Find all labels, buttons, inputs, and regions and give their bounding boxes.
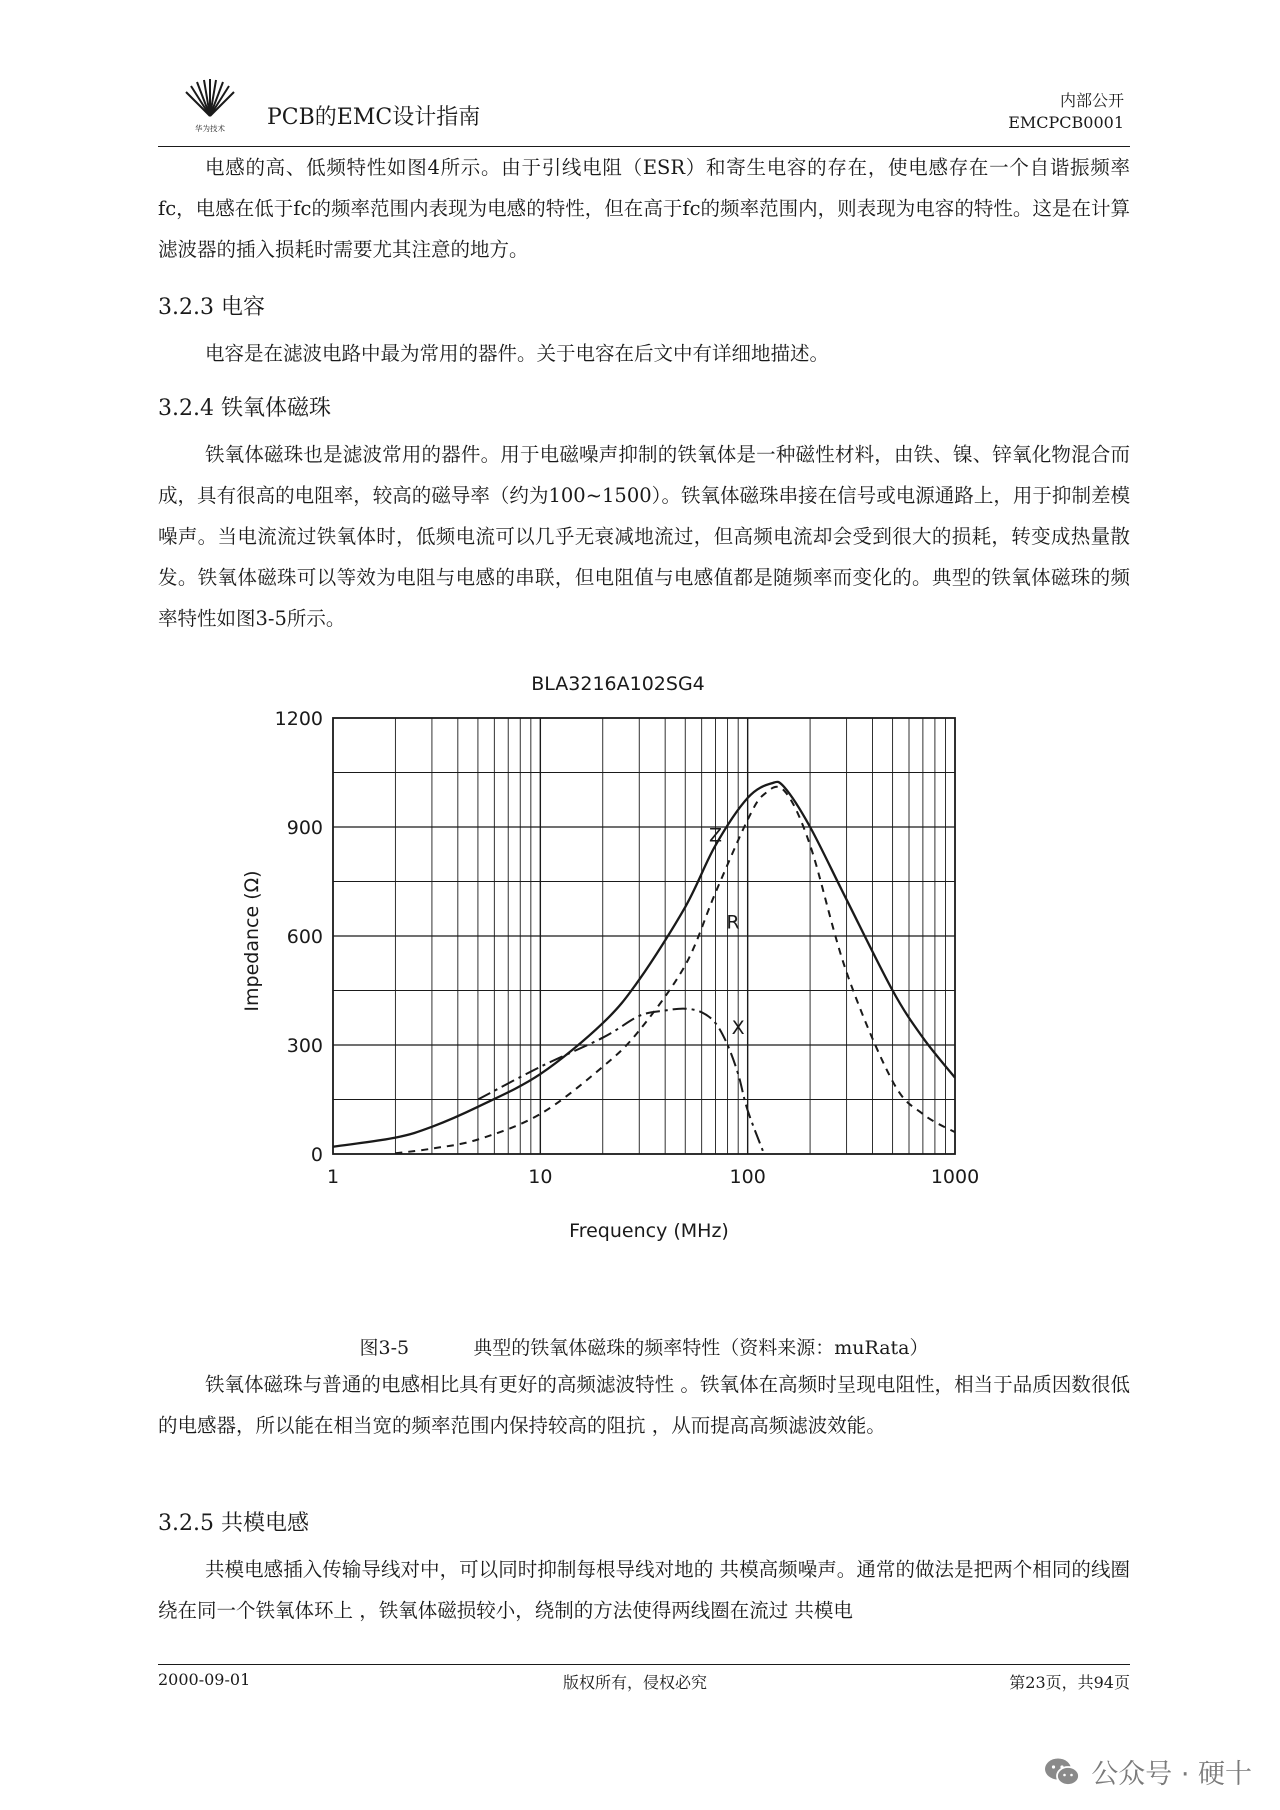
paragraph-cm-choke: 共模电感插入传输导线对中，可以同时抑制每根导线对地的 共模高频噪声。通常的做法是把两个相同的线圈绕在同一个铁氧体环上 ，铁氧体磁损较小，绕制的方法使得两线圈在流过 共模电 bbox=[158, 1558, 1130, 1622]
header-right bbox=[1008, 90, 1124, 134]
series-x-line bbox=[478, 1009, 764, 1154]
series-r-label: R bbox=[726, 911, 740, 934]
watermark bbox=[1043, 1752, 1252, 1791]
y-tick-label: 900 bbox=[286, 817, 323, 839]
paragraph-inductor: 电感的高、低频特性如图4所示。由于引线电阻（ESR）和寄生电容的存在，使电感存在一个自谐振频率fc，电感在低于fc的频率范围内表现为电感的特性，但在高于fc的频率范围内，则表现为电容的特性。这是在计算滤波器的插入损耗时需要尤其注意的地方。 bbox=[158, 156, 1130, 261]
footer-copyright: 版权所有，侵权必究 bbox=[562, 1673, 707, 1692]
logo-text: 华为技术 bbox=[195, 124, 225, 133]
footer-page-number: 第23页，共94页 bbox=[1009, 1673, 1130, 1692]
chart-title: BLA3216A102SG4 bbox=[531, 673, 705, 695]
y-tick-label: 1200 bbox=[274, 708, 323, 730]
footer-divider bbox=[158, 1664, 1130, 1665]
series-z-line bbox=[333, 782, 955, 1147]
figure-number: 图3-5 bbox=[359, 1337, 410, 1359]
figure-caption bbox=[158, 1335, 1130, 1361]
document-code: EMCPCB0001 bbox=[1008, 113, 1124, 132]
heading-common-mode-choke: 3.2.5 共模电感 bbox=[158, 1511, 309, 1536]
paragraph-ferrite-intro: 铁氧体磁珠也是滤波常用的器件。用于电磁噪声抑制的铁氧体是一种磁性材料，由铁、镍、锌氧化物混合而成，具有很高的电阻率，较高的磁导率（约为100~1500）。铁氧体磁珠串接在信号或电源通路上，用于抑制差模噪声。当电流流过铁氧体时，低频电流可以几乎无衰减地流过，但高频电流却会受到很大的损耗，转变成热量散发。铁氧体磁珠可以等效为电阻与电感的串联，但电阻值与电感值都是随频率而变化的。典型的铁氧体磁珠的频率特性如图3-5所示。 bbox=[158, 443, 1130, 630]
x-tick-label: 1000 bbox=[930, 1166, 980, 1188]
paragraph-capacitor: 电容是在滤波电路中最为常用的器件。关于电容在后文中有详细地描述。 bbox=[205, 342, 830, 365]
y-tick-label: 600 bbox=[286, 926, 323, 948]
heading-ferrite-bead: 3.2.4 铁氧体磁珠 bbox=[158, 396, 331, 421]
series-x-label: X bbox=[731, 1017, 745, 1040]
paragraph-ferrite-compare: 铁氧体磁珠与普通的电感相比具有更好的高频滤波特性 。铁氧体在高频时呈现电阻性，相当于品质因数很低的电感器，所以能在相当宽的频率范围内保持较高的阻抗 ，从而提高高频滤波效能。 bbox=[158, 1373, 1130, 1437]
impedance-chart bbox=[238, 665, 1098, 1315]
x-tick-label: 100 bbox=[729, 1166, 766, 1188]
wechat-icon bbox=[1043, 1756, 1081, 1788]
x-axis-label: Frequency (MHz) bbox=[569, 1220, 729, 1242]
classification-label: 内部公开 bbox=[1059, 91, 1124, 110]
x-tick-label: 1 bbox=[326, 1166, 340, 1188]
footer-date: 2000-09-01 bbox=[158, 1670, 251, 1689]
y-tick-label: 300 bbox=[286, 1035, 323, 1057]
figure-caption-text: 典型的铁氧体磁珠的频率特性（资料来源：muRata） bbox=[473, 1337, 929, 1359]
huawei-logo bbox=[178, 76, 242, 134]
watermark-text: 公众号 · 硬十 bbox=[1091, 1759, 1252, 1790]
x-tick-label: 10 bbox=[528, 1166, 553, 1188]
y-tick-label: 0 bbox=[310, 1144, 323, 1166]
heading-capacitor: 3.2.3 电容 bbox=[158, 295, 265, 320]
series-z-label: Z bbox=[709, 824, 723, 847]
y-axis-label: Impedance (Ω) bbox=[241, 870, 263, 1012]
document-title: PCB的EMC设计指南 bbox=[267, 105, 481, 130]
